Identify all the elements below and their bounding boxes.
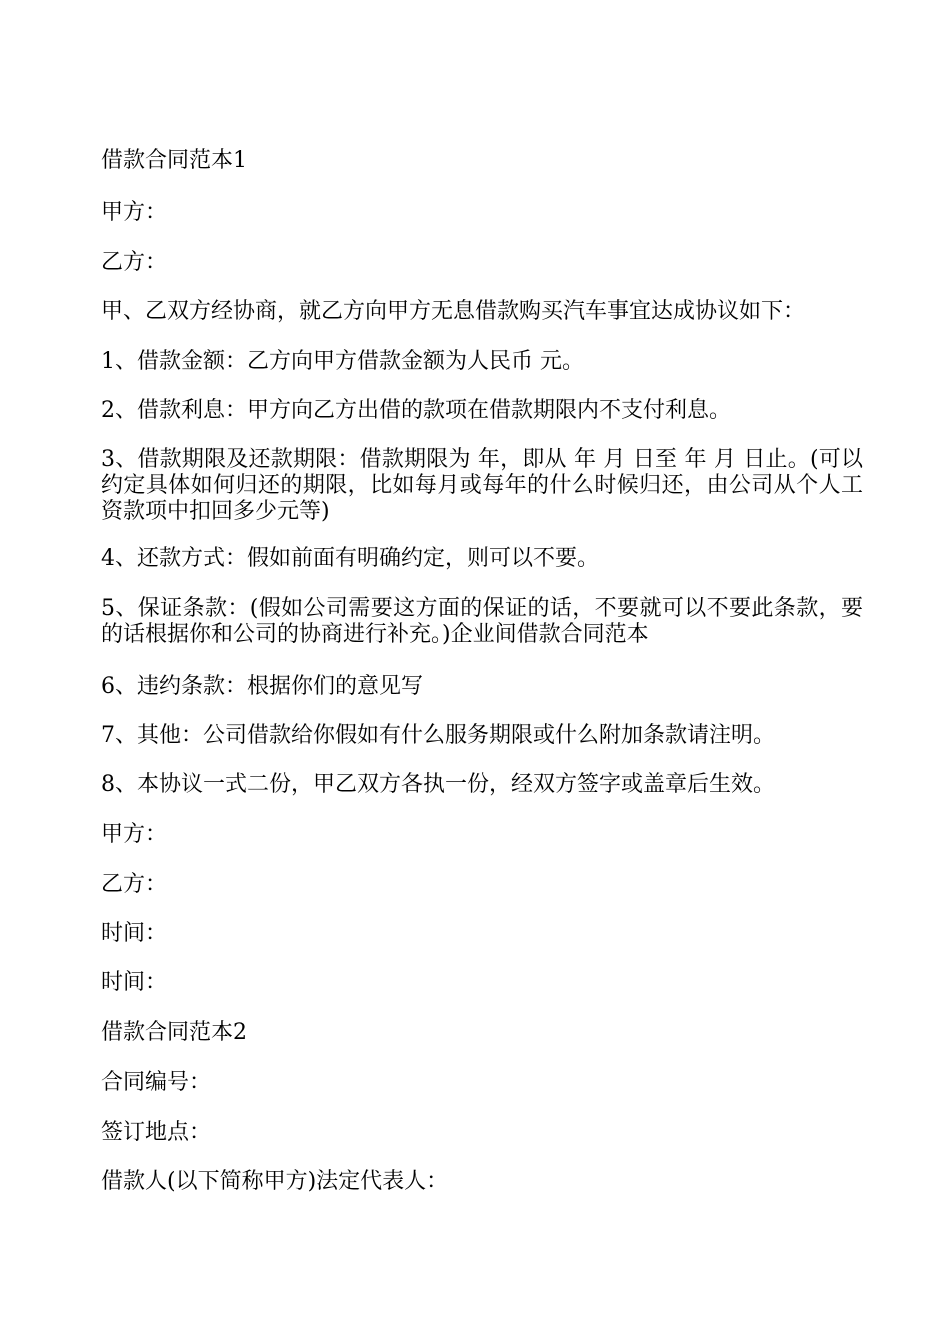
contract-number: 合同编号： <box>101 1070 212 1095</box>
agreement-intro: 甲、乙双方经协商，就乙方向甲方无息借款购买汽车事宜达成协议如下： <box>101 299 806 324</box>
signing-location: 签订地点： <box>101 1120 212 1145</box>
signature-party-a: 甲方： <box>101 822 168 847</box>
clause-4-repayment: 4、还款方式：假如前面有明确约定，则可以不要。 <box>101 546 599 571</box>
clause-8-effect: 8、本协议一式二份，甲乙双方各执一份，经双方签字或盖章后生效。 <box>101 772 775 797</box>
clause-1-amount: 1、借款金额：乙方向甲方借款金额为人民币 元。 <box>101 349 584 374</box>
party-b-label: 乙方： <box>101 250 168 275</box>
signature-date-2: 时间： <box>101 970 168 995</box>
party-a-label: 甲方： <box>101 200 168 225</box>
contract-title-2: 借款合同范本2 <box>101 1020 247 1045</box>
contract-title-1: 借款合同范本1 <box>101 148 247 173</box>
clause-6-breach: 6、违约条款：根据你们的意见写 <box>101 674 423 699</box>
signature-date-1: 时间： <box>101 921 168 946</box>
clause-7-other: 7、其他：公司借款给你假如有什么服务期限或什么附加条款请注明。 <box>101 723 775 748</box>
borrower-representative: 借款人(以下简称甲方)法定代表人： <box>101 1169 449 1194</box>
clause-3-term: 3、借款期限及还款期限：借款期限为 年，即从 年 月 日至 年 月 日止。(可以约定具体如何归还的期限，比如每月或每年的什么时候归还，由公司从个人工资款项中扣回多少元等) <box>101 447 863 524</box>
clause-5-guarantee: 5、保证条款：(假如公司需要这方面的保证的话，不要就可以不要此条款，要的话根据你和公司的协商进行补充。)企业间借款合同范本 <box>101 596 863 647</box>
signature-party-b: 乙方： <box>101 872 168 897</box>
clause-2-interest: 2、借款利息：甲方向乙方出借的款项在借款期限内不支付利息。 <box>101 398 731 423</box>
